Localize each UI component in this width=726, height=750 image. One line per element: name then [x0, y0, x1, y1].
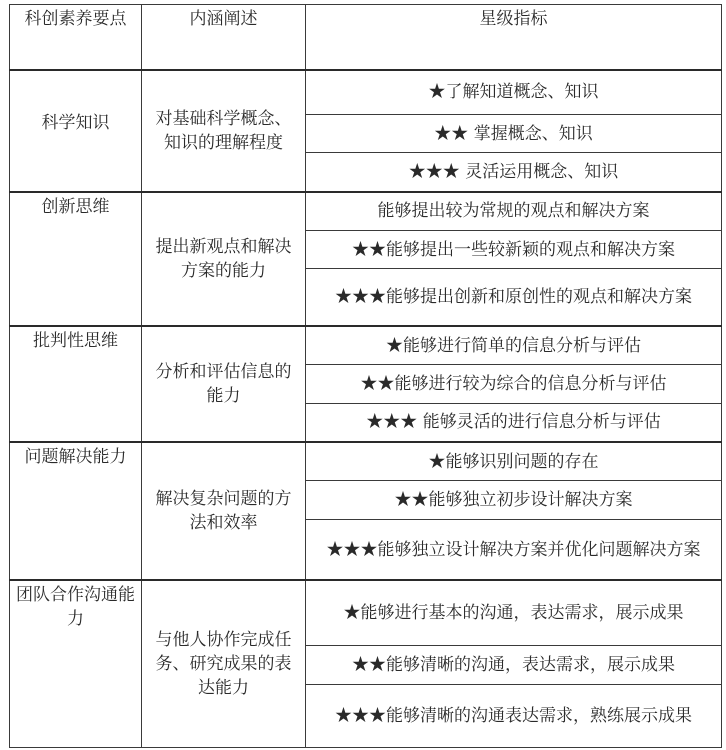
table-row: [10, 70, 722, 115]
indicator-cell: ★★★ 灵活运用概念、知识: [306, 153, 722, 192]
indicator-cell: ★★能够进行较为综合的信息分析与评估: [306, 365, 722, 404]
indicator-cell: ★★能够清晰的沟通，表达需求，展示成果: [306, 646, 722, 685]
indicator-cell: ★了解知道概念、知识: [306, 70, 722, 115]
indicator-cell: ★能够进行简单的信息分析与评估: [306, 326, 722, 365]
element-cell: 科学知识: [10, 70, 142, 192]
indicator-cell: ★★能够独立初步设计解决方案: [306, 481, 722, 520]
indicator-cell: ★★能够提出一些较新颖的观点和解决方案: [306, 230, 722, 269]
definition-cell: 与他人协作完成任务、研究成果的表达能力: [142, 580, 306, 747]
table-row: [10, 442, 722, 481]
indicator-cell: ★能够识别问题的存在: [306, 442, 722, 481]
indicator-cell: ★★★ 能够灵活的进行信息分析与评估: [306, 403, 722, 442]
table-row: [10, 326, 722, 365]
definition-cell: 提出新观点和解决方案的能力: [142, 192, 306, 326]
table-row: [10, 192, 722, 231]
indicator-cell: ★★★能够清晰的沟通表达需求，熟练展示成果: [306, 684, 722, 747]
element-cell: 问题解决能力: [10, 442, 142, 580]
header-element: 科创素养要点: [10, 5, 142, 70]
element-cell: 团队合作沟通能力: [10, 580, 142, 747]
element-cell: 创新思维: [10, 192, 142, 326]
header-definition: 内涵阐述: [142, 5, 306, 70]
indicator-cell: 能够提出较为常规的观点和解决方案: [306, 192, 722, 231]
header-indicators: 星级指标: [306, 5, 722, 70]
indicator-cell: ★★ 掌握概念、知识: [306, 114, 722, 153]
definition-cell: 解决复杂问题的方法和效率: [142, 442, 306, 580]
literacy-rubric-table: [9, 4, 722, 748]
definition-cell: 分析和评估信息的能力: [142, 326, 306, 442]
definition-cell: 对基础科学概念、知识的理解程度: [142, 70, 306, 192]
header-row: [10, 5, 722, 70]
indicator-cell: ★★★能够提出创新和原创性的观点和解决方案: [306, 269, 722, 326]
element-cell: 批判性思维: [10, 326, 142, 442]
indicator-cell: ★能够进行基本的沟通，表达需求，展示成果: [306, 580, 722, 645]
table-row: [10, 580, 722, 645]
indicator-cell: ★★★能够独立设计解决方案并优化问题解决方案: [306, 519, 722, 580]
